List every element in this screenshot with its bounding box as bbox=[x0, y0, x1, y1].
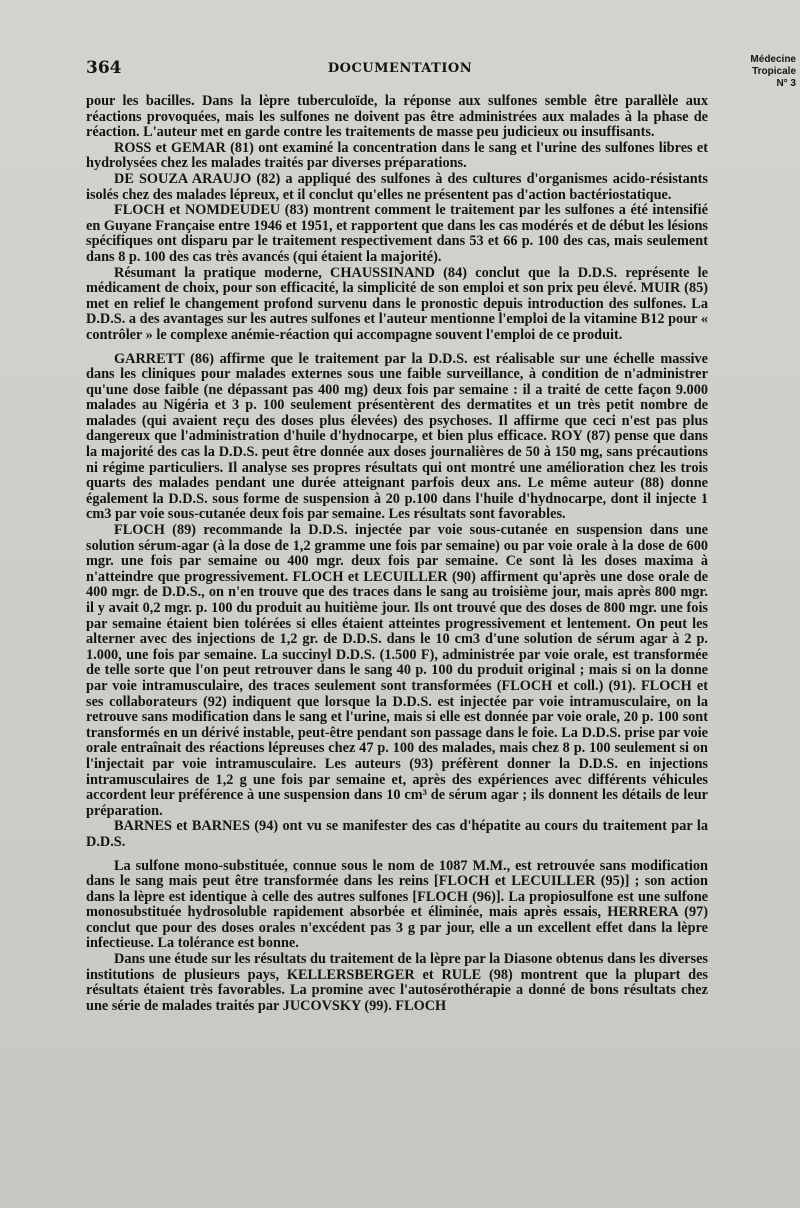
article-body bbox=[86, 94, 708, 1014]
paragraph: pour les bacilles. Dans la lèpre tuberculoïde, la réponse aux sulfones semble être parallèle aux réactions provoquées, mais les sulfones ne doivent pas être administrées aux malades à la phase de réaction. L'auteur met en garde contre les traitements de masse peu judicieux ou insuffisants. bbox=[86, 93, 708, 141]
journal-name-line2: Tropicale bbox=[752, 66, 796, 77]
paragraph: FLOCH et NOMDEUDEU (83) montrent comment le traitement par les sulfones a été intensifié en Guyane Française entre 1946 et 1951, et rapportent que dans les cas modérés et de début les lésions spécifiques ont disparu par le traitement respectivement dans 53 et 66 p. 100 des cas, mais seulement dans 8 p. 100 des cas très avancés (qui étaient la majorité). bbox=[86, 202, 708, 265]
paragraph: GARRETT (86) affirme que le traitement par la D.D.S. est réalisable sur une échelle massive dans les cliniques pour malades externes sous une faible surveillance, à condition de n'administrer qu'une dose faible (ne dépassant pas 400 mg) deux fois par semaine : il a traité de cette façon 9.000 malades au Nigéria et 3 p. 100 seulement présentèrent des dermatites et un très petit nombre de malades (qui avaient reçu des doses plus élevées) des psychoses. Il affirme que ceci n'est pas plus dangereux que l'administration d'huile d'hydnocarpe, et bien plus efficace. ROY (87) pense que dans la majorité des cas la D.D.S. peut être donnée aux doses journalières de 50 à 150 mg, sans précautions ni régime particuliers. Il analyse ses propres résultats qui ont montré une amélioration chez les trois quarts des malades pendant une durée atteignant parfois deux ans. Le même auteur (88) donne également la D.D.S. sous forme de suspension à 20 p.100 dans l'huile d'hydnocarpe, dont il injecte 1 cm3 par voie sous-cutanée deux fois par semaine. Les résultats sont favorables. bbox=[86, 350, 708, 523]
paragraph: BARNES et BARNES (94) ont vu se manifester des cas d'hépatite au cours du traitement par la D.D.S. bbox=[86, 818, 708, 850]
journal-name-line1: Médecine bbox=[750, 54, 796, 65]
page-number: 364 bbox=[86, 58, 122, 78]
paragraph: ROSS et GEMAR (81) ont examiné la concentration dans le sang et l'urine des sulfones libres et hydrolysées chez les malades traités par diverses préparations. bbox=[86, 139, 708, 172]
running-title: DOCUMENTATION bbox=[327, 61, 473, 76]
paragraph: FLOCH (89) recommande la D.D.S. injectée par voie sous-cutanée en suspension dans une solution sérum-agar (à la dose de 1,2 gramme une fois par semaine) ou par voie orale à la dose de 600 mgr. une fois par semaine ou 400 mgr. deux fois par semaine. Ce sont là les doses maxima à n'atteindre que progressivement. FLOCH et LECUILLER (90) affirment qu'après une dose orale de 400 mgr. de D.D.S., on n'en trouve que des traces dans le sang au troisième jour, mais après 800 mgr. il y avait 0,2 mgr. p. 100 du produit au huitième jour. Ils ont trouvé que des doses de 800 mgr. une fois par semaine étaient bien tolérées si elles étaient atteintes progressivement et lentement. On peut les alterner avec des injections de 1,2 gr. de D.D.S. dans le 10 cm3 d'une solution de sérum agar à 2 p. 1.000, une fois par semaine. La succinyl D.D.S. (1.500 F), administrée par voie orale, est transformée de telle sorte que l'on peut retrouver dans le sang 40 p. 100 du produit original ; mais si on la donne par voie intramusculaire, des traces seulement sont transformées (FLOCH et coll.) (91). FLOCH et ses collaborateurs (92) indiquent que lorsque la D.D.S. est injectée par voie intramusculaire, on la retrouve sans modification dans le sang et l'urine, mais si elle est donnée par voie orale, 20 p. 100 sont transformés en un dérivé instable, peut-être pendant son passage dans le foie. La D.D.S. prise par voie orale entraînait des réactions lépreuses chez 47 p. 100 des malades, mais chez 8 p. 100 seulement si on l'injectait par voie intramusculaire. Les auteurs (93) préfèrent donner la D.D.S. en injections intramusculaires de 1,2 g une fois par semaine et, après des expériences avec différents véhicules accordent leur préférence à une suspension dans 10 cm³ de sérum agar ; ils donnent les détails de leur préparation. bbox=[86, 522, 708, 819]
paragraph: Résumant la pratique moderne, CHAUSSINAND (84) conclut que la D.D.S. représente le médicament de choix, pour son efficacité, la simplicité de son emploi et son prix peu élevé. MUIR (85) met en relief le changement profond survenu dans le pronostic depuis introduction des sulfones. La D.D.S. a des avantages sur les autres sulfones et l'auteur mentionne l'emploi de la vitamine B12 pour « contrôler » le complexe anémie-réaction qui accompagne souvent l'emploi de ce produit. bbox=[86, 264, 708, 343]
issue-number: N° 3 bbox=[776, 78, 796, 89]
paragraph: Dans une étude sur les résultats du traitement de la lèpre par la Diasone obtenus dans les diverses institutions de plusieurs pays, KELLERSBERGER et RULE (98) montrent que la plupart des résultats étaient très favorables. La promine avec l'autosérothérapie a donné de bons résultats chez une série de malades traités par JUCOVSKY (99). FLOCH bbox=[86, 951, 708, 1014]
paragraph: La sulfone mono-substituée, connue sous le nom de 1087 M.M., est retrouvée sans modification dans le sang mais peut être transformée dans les reins [FLOCH et LECUILLER (95)] ; son action dans la lèpre est identique à celle des autres sulfones [FLOCH (96)]. La propiosulfone est une sulfone monosubstituée hydrosoluble rapidement absorbée et éliminée, mais après essais, HERRERA (97) conclut que pour des doses orales n'excédent pas 3 g par jour, elle a un excellent effet dans la lèpre infectieuse. La tolérance est bonne. bbox=[86, 857, 708, 952]
journal-marker bbox=[750, 54, 796, 90]
paragraph: DE SOUZA ARAUJO (82) a appliqué des sulfones à des cultures d'organismes acido-résistants isolés chez des malades lépreux, et il conclut qu'elles ne présentent pas d'action bactériostatique. bbox=[86, 170, 708, 203]
